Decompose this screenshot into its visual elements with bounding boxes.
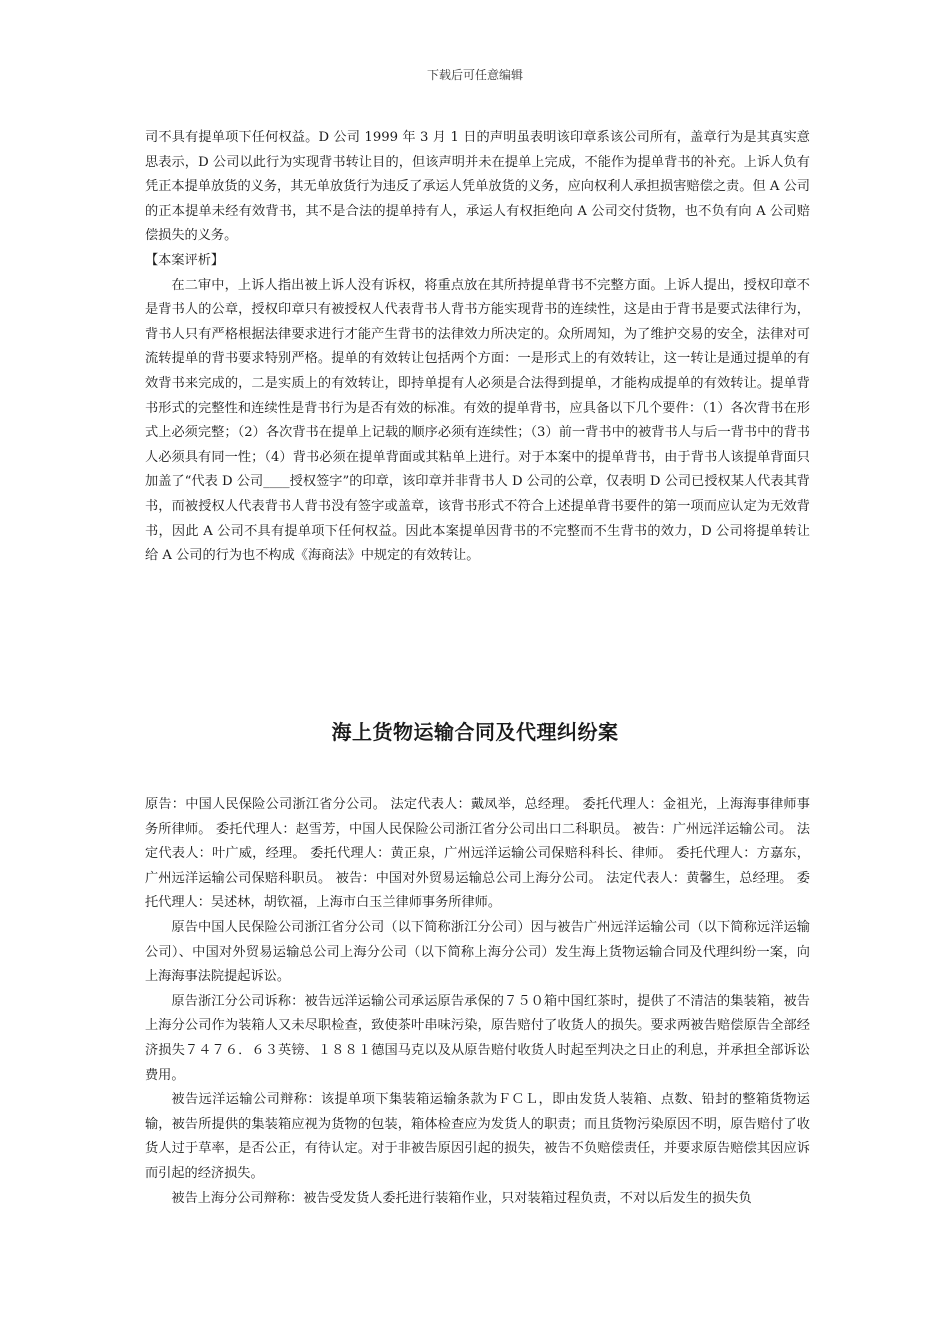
body-paragraph: 原告浙江分公司诉称：被告远洋运输公司承运原告承保的７５０箱中国红茶时，提供了不清洁的集装箱，被告上海分公司作为装箱人又未尽职检查，致使茶叶串味污染，原告赔付了收货人的损失。要求两被告赔偿原告全部经济损失７４７６．６３英镑、１８８１德国马克以及从原告赔付收货人时起至判决之日止的利息，并承担全部诉讼费用。 [145, 993, 810, 1083]
continuation-paragraph: 司不具有提单项下任何权益。D 公司 1999 年 3 月 1 日的声明虽表明该印章系该公司所有，盖章行为是其真实意思表示，D 公司以此行为实现背书转让目的，但该声明并未在提单上完成，不能作为提单背书的补充。上诉人负有凭正本提单放货的义务，其无单放货行为违反了承运人凭单放货的义务，应向权利人承担损害赔偿之责。但 A 公司的正本提单未经有效背书，其不是合法的提单持有人，承运人有权拒绝向 A 公司交付货物，也不负有向 A 公司赔偿损失的义务。 [145, 130, 810, 244]
section-heading: 【本案评析】 [145, 252, 225, 268]
body-paragraph: 被告上海分公司辩称：被告受发货人委托进行装箱作业，只对装箱过程负责，不对以后发生的损失负 [171, 1190, 752, 1206]
body-paragraph: 原告中国人民保险公司浙江省分公司（以下简称浙江分公司）因与被告广州远洋运输公司（以下简称远洋运输公司）、中国对外贸易运输总公司上海分公司（以下简称上海分公司）发生海上货物运输合同及代理纠纷一案，向上海海事法院提起诉讼。 [145, 919, 810, 985]
analysis-paragraph: 在二审中，上诉人指出被上诉人没有诉权，将重点放在其所持提单背书不完整方面。上诉人提出，授权印章不是背书人的公章，授权印章只有被授权人代表背书人背书方能实现背书的连续性，这是由于背书是要式法律行为，背书人只有严格根据法律要求进行才能产生背书的法律效力所决定的。众所周知，为了维护交易的安全，法律对可流转提单的背书要求特别严格。提单的有效转让包括两个方面：一是形式上的有效转让，这一转让是通过提单的有效背书来完成的，二是实质上的有效转让，即持单提有人必须是合法得到提单，才能构成提单的有效转让。提单背书形式的完整性和连续性是背书行为是否有效的标准。有效的提单背书，应具备以下几个要件：（1）各次背书在形式上必须完整；（2）各次背书在提单上记载的顺序必须有连续性；（3）前一背书中的被背书人与后一背书中的背书人必须具有同一性；（4）背书必须在提单背面或其粘单上进行。对于本案中的提单背书，由于背书人该提单背面只加盖了“代表 D 公司____授权签字”的印章，该印章并非背书人 D 公司的公章，仅表明 D 公司已授权某人代表其背书，而被授权人代表背书人背书没有签字或盖章，该背书形式不符合上述提单背书要件的第一项而应认定为无效背书，因此 A 公司不具有提单项下任何权益。因此本案提单因背书的不完整而不生背书的效力，D 公司将提单转让给 A 公司的行为也不构成《海商法》中规定的有效转让。 [145, 277, 810, 564]
page-header: 下载后可任意编辑 [426, 68, 523, 82]
parties-paragraph: 原告：中国人民保险公司浙江省分公司。 法定代表人：戴凤举，总经理。 委托代理人：金祖光，上海海事律师事务所律师。 委托代理人：赵雪芳，中国人民保险公司浙江省分公司出口二科职员。 被告：广州远洋运输公司。 法定代表人：叶广威，经理。 委托代理人：黄正泉，广州远洋运输公司保赔科科长、律师。 委托代理人：方嘉东，广州远洋运输公司保赔科职员。 被告：中国对外贸易运输总公司上海分公司。 法定代表人：黄馨生，总经理。 委托代理人：吴述林，胡钦福，上海市白玉兰律师事务所律师。 [145, 797, 810, 911]
body-paragraph: 被告远洋运输公司辩称：该提单项下集装箱运输条款为ＦＣＬ，即由发货人装箱、点数、铅封的整箱货物运输，被告所提供的集装箱应视为货物的包装，箱体检查应为发货人的职责；而且货物污染原因不明，原告赔付了收货人过于草率，是否公正，有待认定。对于非被告原因引起的损失，被告不负赔偿责任，并要求原告赔偿其因应诉而引起的经济损失。 [145, 1092, 810, 1181]
document-section-part1 [145, 126, 810, 569]
case-title: 海上货物运输合同及代理纠纷案 [331, 720, 619, 744]
document-section-part2 [145, 793, 810, 1211]
